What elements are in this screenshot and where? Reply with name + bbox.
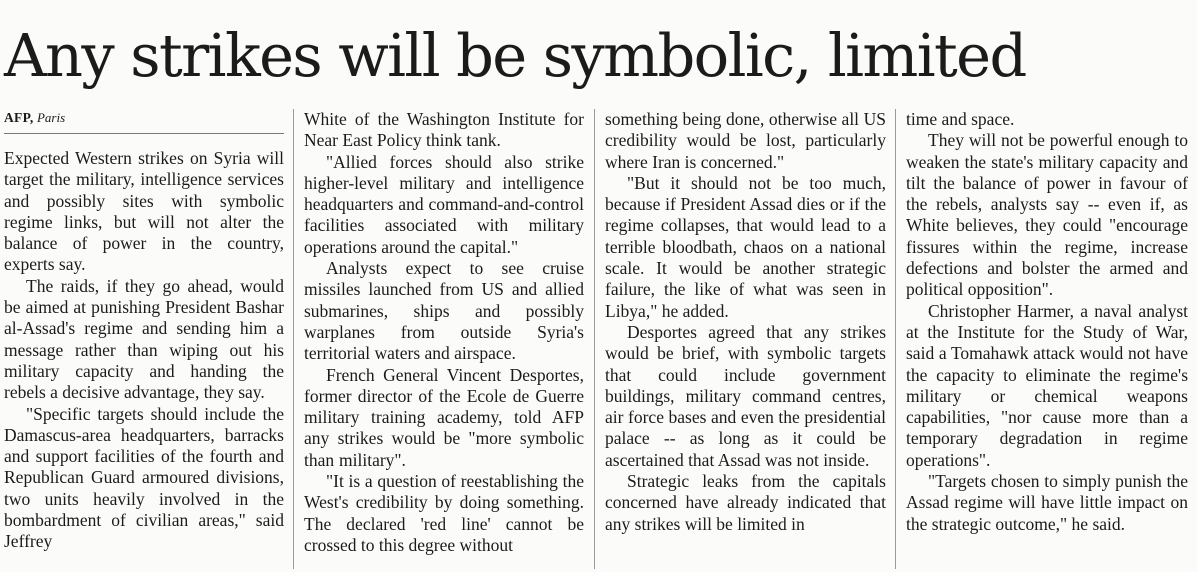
article-column-2 — [304, 109, 584, 556]
paragraph: "But it should not be too much, because if President Assad dies or if the regime collapses, that would lead to a terrible bloodbath, chaos on a national scale. It would be another strategic failure, the like of what was seen in Libya," he added. — [605, 172, 886, 321]
paragraph: Desportes agreed that any strikes would be brief, with symbolic targets that could include government buildings, military command centres, air force bases and even the presidential palace -- as long as it could be ascertained that Assad was not inside. — [605, 321, 886, 470]
paragraph: French General Vincent Desportes, former director of the Ecole de Guerre military training academy, told AFP any strikes would be "more symbolic than military". — [304, 364, 584, 470]
paragraph: "Allied forces should also strike higher-level military and intelligence headquarters and command-and-control facilities associated with military operations around the capital." — [304, 151, 584, 257]
column-divider — [594, 109, 595, 569]
paragraph: time and space. — [906, 109, 1015, 129]
paragraph: "Targets chosen to simply punish the Assad regime will have little impact on the strategic outcome," he said. — [906, 471, 1188, 534]
article-column-1 — [4, 109, 284, 553]
article-column-3 — [605, 109, 886, 535]
byline — [4, 109, 284, 134]
paragraph: "Specific targets should include the Damascus-area headquarters, barracks and support facilities of the fourth and Republican Guard armoured divisions, two units heavily involved in the bombardment of civilian areas," said Jeffrey — [4, 403, 284, 552]
column-divider — [895, 109, 896, 569]
paragraph: "It is a question of reestablishing the West's credibility by doing something. The declared 'red line' cannot be crossed to this degree without — [304, 471, 584, 555]
paragraph: something being done, otherwise all US credibility would be lost, particularly where Iran is concerned." — [605, 109, 886, 172]
column-divider — [293, 109, 294, 569]
byline-place: Paris — [36, 110, 66, 125]
article-column-4 — [906, 109, 1188, 535]
paragraph: The raids, if they go ahead, would be aimed at punishing President Bashar al-Assad's regime and sending him a message rather than wiping out his military capacity and handing the rebels a decisive advantage, they say. — [4, 275, 284, 403]
byline-agency: AFP, — [4, 110, 34, 125]
headline: Any strikes will be symbolic, limited — [4, 21, 1026, 90]
paragraph: Expected Western strikes on Syria will target the military, intelligence services and possibly sites with symbolic regime links, but will not alter the balance of power in the country, experts say. — [4, 148, 284, 275]
paragraph: White of the Washington Institute for Near East Policy think tank. — [304, 109, 584, 151]
paragraph: Strategic leaks from the capitals concerned have already indicated that any strikes will be limited in — [605, 471, 886, 534]
paragraph: They will not be powerful enough to weaken the state's military capacity and tilt the balance of power in favour of the rebels, analysts say -- even if, as White believes, they could "encourage fissures within the regime, increase defections and bolster the armed and political opposition". — [906, 130, 1188, 300]
paragraph: Christopher Harmer, a naval analyst at the Institute for the Study of War, said a Tomahawk attack would not have the capacity to eliminate the regime's military or chemical weapons capabilities, "nor cause more than a temporary degradation in regime operations". — [906, 300, 1188, 470]
paragraph: Analysts expect to see cruise missiles launched from US and allied submarines, ships and possibly warplanes from outside Syria's territorial waters and airspace. — [304, 258, 584, 364]
